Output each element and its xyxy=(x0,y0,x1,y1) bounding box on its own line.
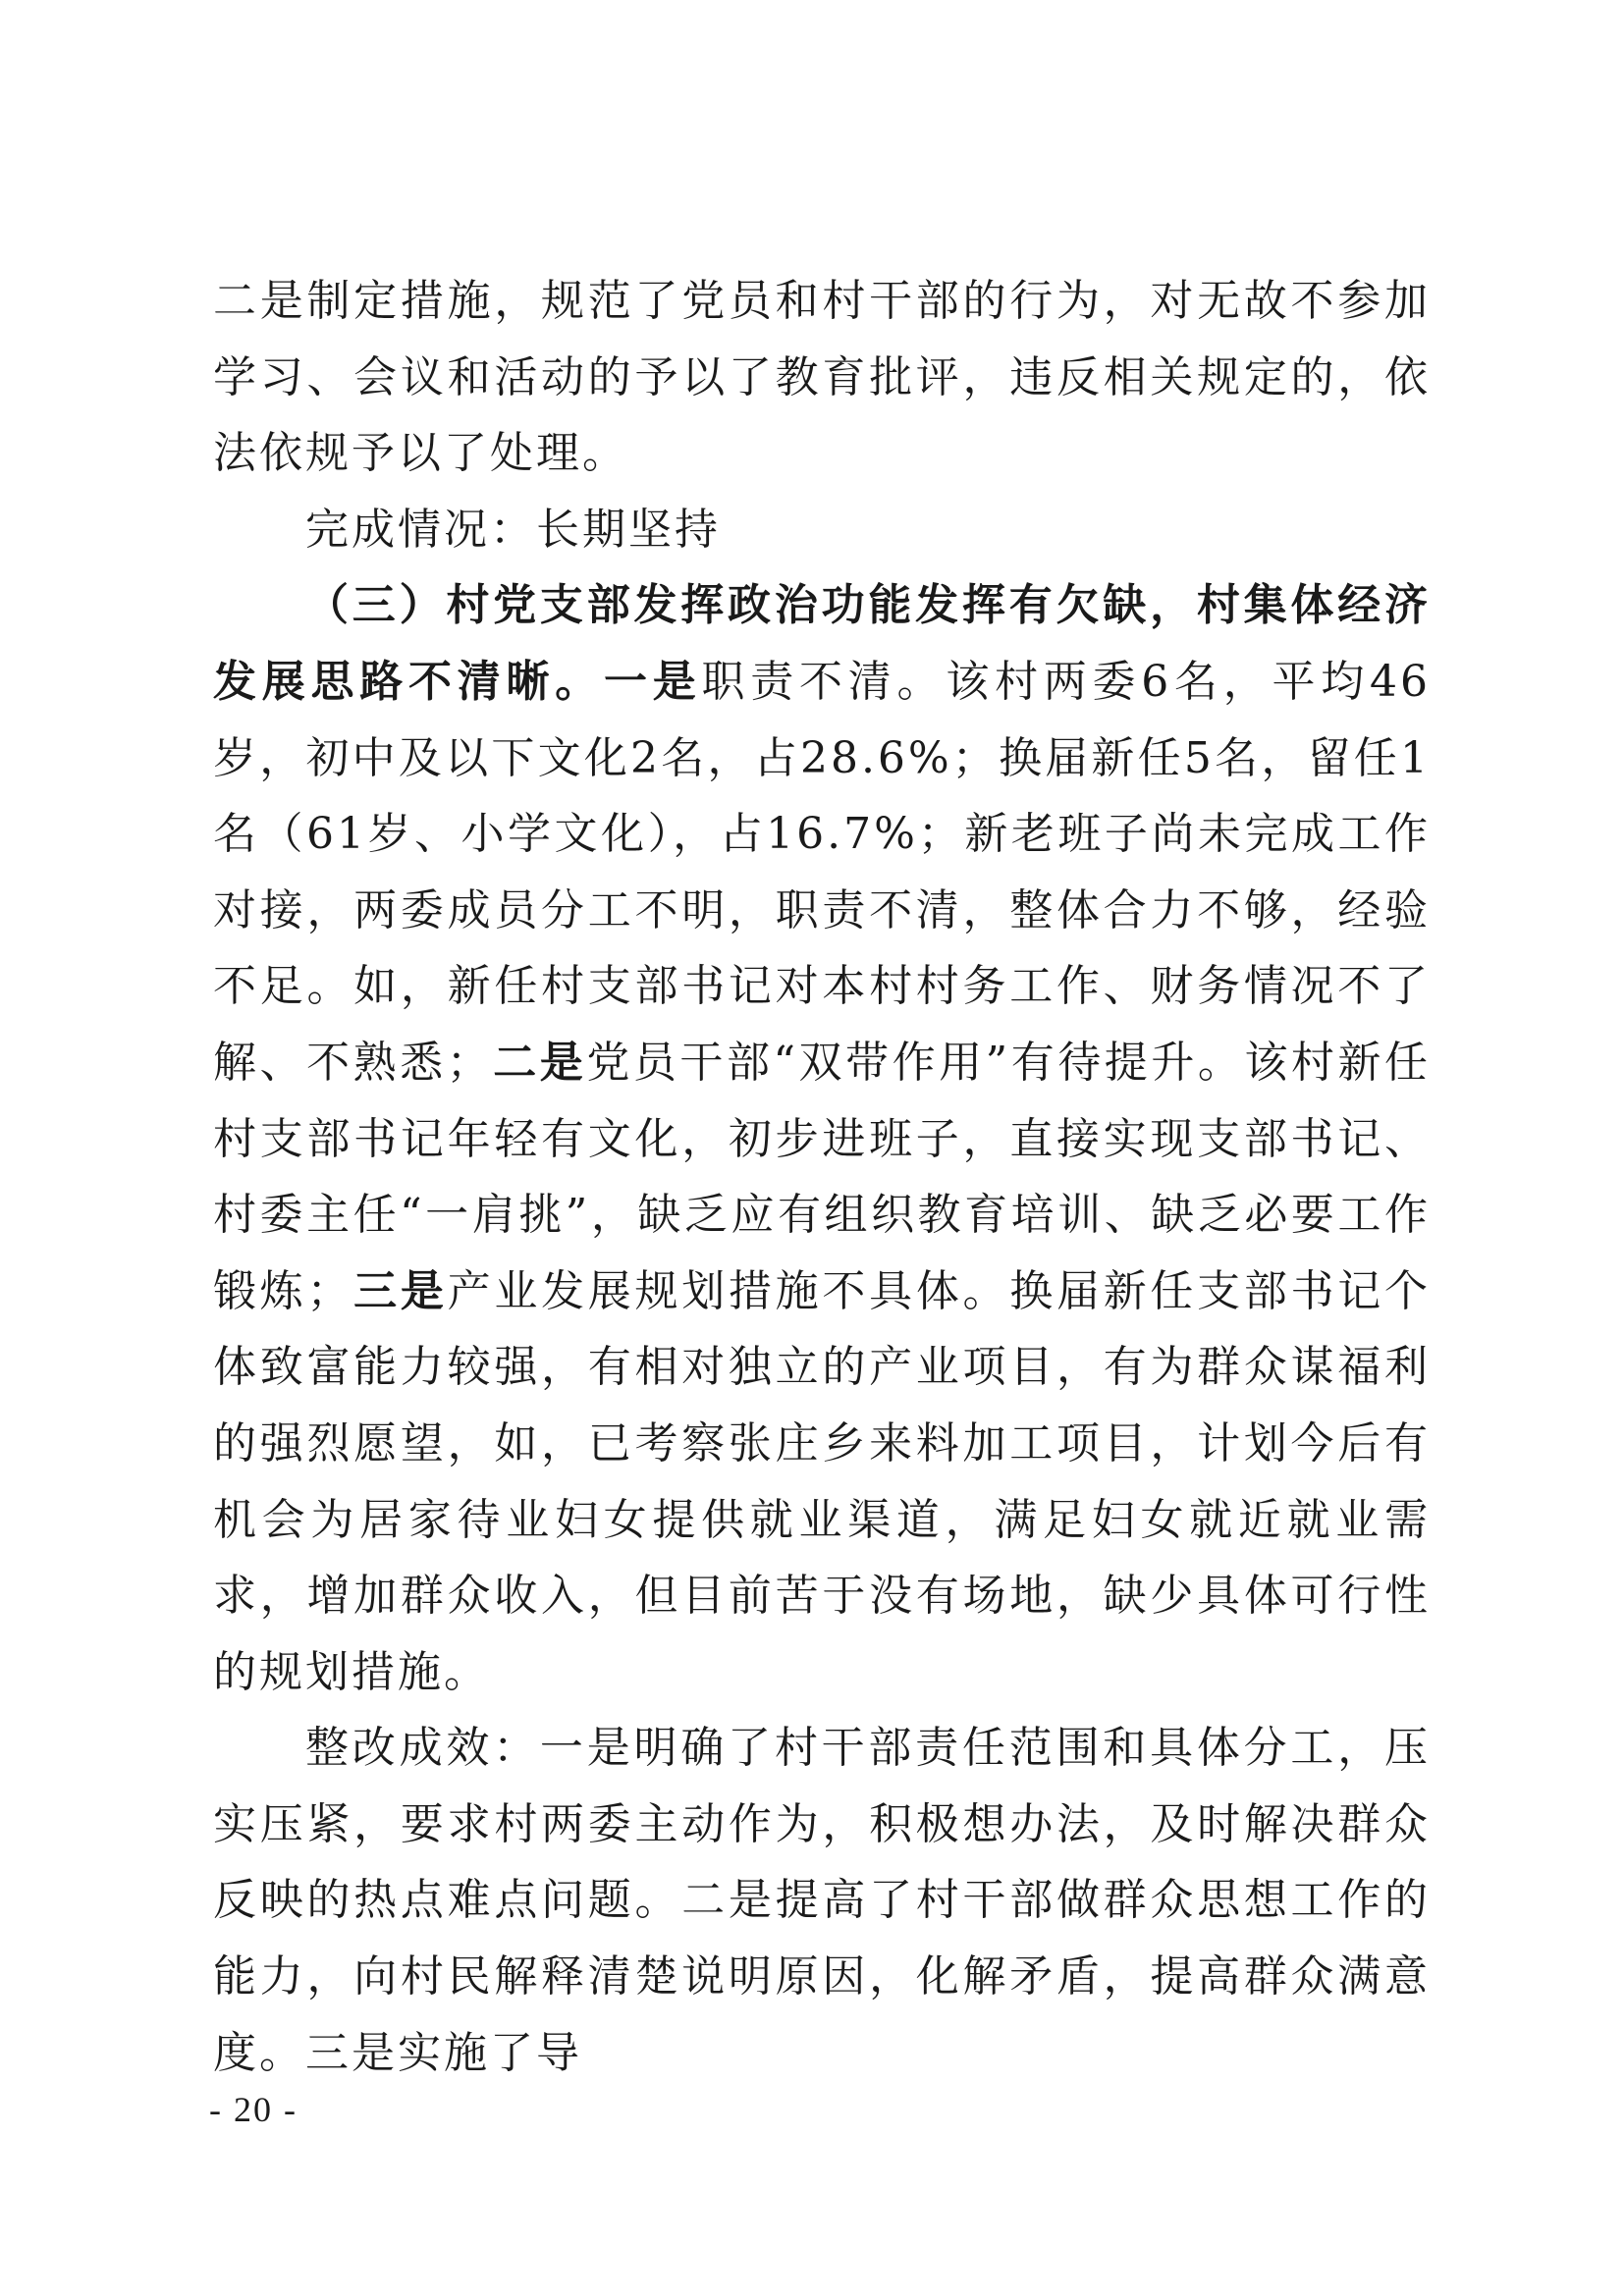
point-one-text: 职责不清。该村两委6名，平均46岁，初中及以下文化2名，占28.6%；换届新任5名，留任1名（61岁、小学文化），占16.7%；新老班子尚未完成工作对接，两委成员分工不明，职责不清，整体合力不够，经验不足。如，新任村支部书记对本村村务工作、财务情况不了解、不熟悉； xyxy=(213,656,1432,1088)
page-number: - 20 - xyxy=(209,2090,298,2129)
paragraph-measures: 二是制定措施，规范了党员和村干部的行为，对无故不参加学习、会议和活动的予以了教育批评，违反相关规定的，依法依规予以了处理。 xyxy=(213,276,1431,479)
paragraph-issue-three xyxy=(213,567,1431,1710)
point-three-text: 产业发展规划措施不具体。换届新任支部书记个体致富能力较强，有相对独立的产业项目，有为群众谋福利的强烈愿望，如，已考察张庄乡来料加工项目，计划今后有机会为居家待业妇女提供就业渠道，满足妇女就近就业需求，增加群众收入，但目前苦于没有场地，缺少具体可行性的规划措施。 xyxy=(213,1265,1432,1697)
point-one-lead: 一是 xyxy=(604,656,702,707)
document-body xyxy=(213,263,1431,2091)
point-two-lead: 二是 xyxy=(492,1037,587,1088)
point-two-text: 党员干部“双带作用”有待提升。该村新任村支部书记年轻有文化，初步进班子，直接实现支部书记、村委主任“一肩挑”，缺乏应有组织教育培训、缺乏必要工作锻炼； xyxy=(213,1037,1432,1316)
section-heading: （三）村党支部发挥政治功能发挥有欠缺，村集体经济发展思路不清晰。 xyxy=(213,580,1431,707)
point-three-lead: 三是 xyxy=(352,1265,448,1316)
paragraph-completion-status: 完成情况：长期坚持 xyxy=(305,504,721,555)
paragraph-rectification-results: 整改成效：一是明确了村干部责任范围和具体分工，压实压紧，要求村两委主动作为，积极想办法，及时解决群众反映的热点难点问题。二是提高了村干部做群众思想工作的能力，向村民解释清楚说明原因，化解矛盾，提高群众满意度。三是实施了导 xyxy=(213,1723,1431,2078)
